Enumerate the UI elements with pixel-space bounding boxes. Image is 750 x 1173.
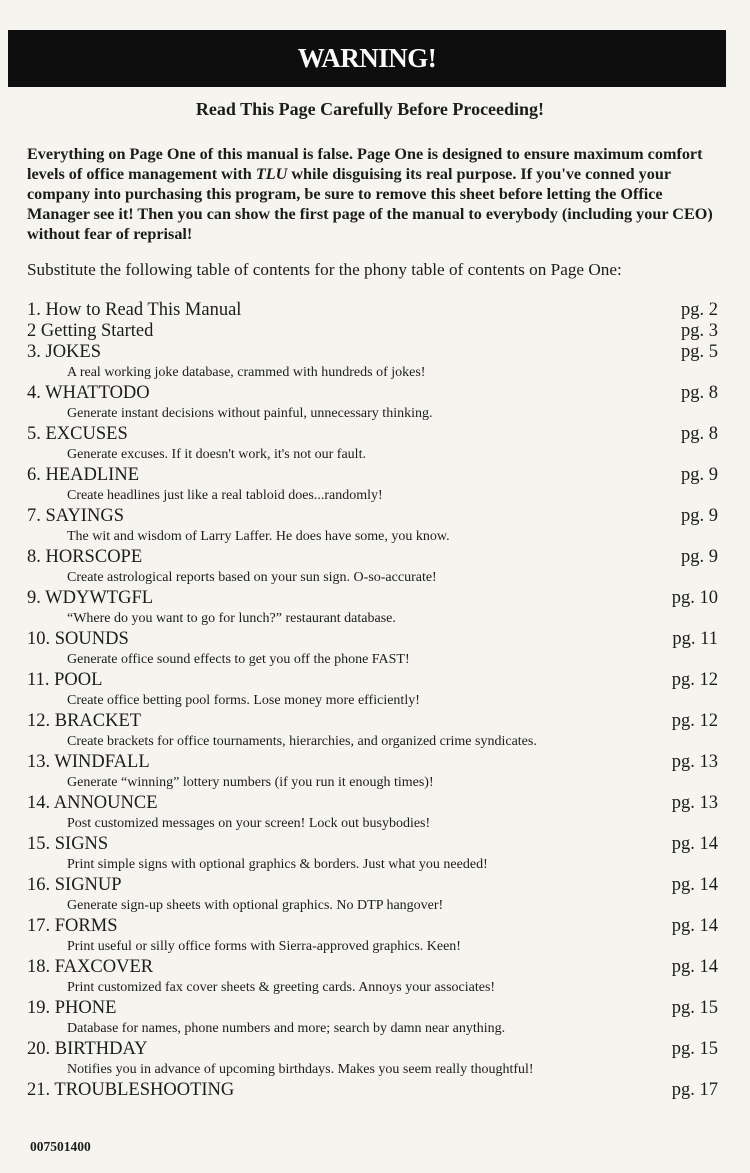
toc-description: Create headlines just like a real tabloid does...randomly!	[67, 488, 383, 503]
toc-title: 19. PHONE	[27, 998, 117, 1018]
toc-row	[27, 752, 722, 773]
toc-row	[27, 957, 722, 978]
toc-page: pg. 12	[671, 711, 718, 731]
toc-page: pg. 13	[671, 752, 718, 772]
toc-row	[27, 383, 722, 404]
toc-entry	[27, 1080, 722, 1101]
toc-title: 11. POOL	[27, 670, 103, 690]
toc-description: Generate “winning” lottery numbers (if you run it enough times)!	[67, 775, 434, 790]
toc-description: Print customized fax cover sheets & greeting cards. Annoys your associates!	[67, 980, 496, 995]
toc-description: Create brackets for office tournaments, hierarchies, and organized crime syndicates.	[67, 734, 537, 749]
toc-row	[27, 547, 722, 568]
toc-row	[27, 916, 722, 937]
toc-description: Create office betting pool forms. Lose money more efficiently!	[67, 693, 420, 708]
toc-row	[27, 998, 722, 1019]
toc-title: 7. SAYINGS	[27, 506, 124, 526]
toc-page: pg. 8	[681, 383, 718, 403]
toc-title: 21. TROUBLESHOOTING	[27, 1080, 235, 1100]
toc-description: Generate instant decisions without painful, unnecessary thinking.	[67, 406, 433, 421]
toc-row	[27, 1039, 722, 1060]
toc-title: 4. WHATTODO	[27, 383, 150, 403]
intro-text-end: while disguising its real purpose. If you've conned your company into purchasing this program, be sure to remove this sheet before letting the Office Manager see it! Then you can show the first page of the manual to everybody (including your CEO) without fear of reprisal!	[27, 165, 713, 243]
warning-title: WARNING!	[297, 43, 437, 73]
toc-title: 5. EXCUSES	[27, 424, 128, 444]
substitute-instruction: Substitute the following table of contents for the phony table of contents on Page One:	[27, 260, 622, 279]
page-subtitle: Read This Page Carefully Before Proceeding!	[195, 99, 545, 119]
toc-title: 6. HEADLINE	[27, 465, 140, 485]
toc-title: 8. HORSCOPE	[27, 547, 143, 567]
toc-description: Post customized messages on your screen! Lock out busybodies!	[67, 816, 431, 831]
toc-page: pg. 3	[681, 321, 718, 341]
toc-entry	[27, 342, 722, 383]
toc-description: “Where do you want to go for lunch?” restaurant database.	[67, 611, 396, 626]
toc-title: 3. JOKES	[27, 342, 102, 362]
toc-title: 13. WINDFALL	[27, 752, 150, 772]
toc-title: 2 Getting Started	[27, 321, 154, 341]
toc-entry	[27, 629, 722, 670]
toc-row	[27, 424, 722, 445]
toc-page: pg. 9	[681, 506, 718, 526]
toc-page: pg. 14	[671, 875, 718, 895]
toc-row	[27, 342, 722, 363]
toc-row	[27, 793, 722, 814]
toc-page: pg. 2	[681, 300, 718, 320]
toc-row	[27, 875, 722, 896]
toc-title: 12. BRACKET	[27, 711, 142, 731]
toc-page: pg. 5	[681, 342, 718, 362]
warning-banner	[8, 30, 726, 87]
intro-product-name: TLU	[255, 165, 288, 183]
toc-row	[27, 834, 722, 855]
toc-entry	[27, 998, 722, 1039]
toc-entry	[27, 793, 722, 834]
toc-row	[27, 711, 722, 732]
toc-entry	[27, 875, 722, 916]
toc-entry	[27, 957, 722, 998]
toc-entry	[27, 834, 722, 875]
toc-description: Notifies you in advance of upcoming birthdays. Makes you seem really thoughtful!	[67, 1062, 534, 1077]
toc-page: pg. 9	[681, 465, 718, 485]
toc-description: Generate office sound effects to get you off the phone FAST!	[67, 652, 410, 667]
toc-row	[27, 670, 722, 691]
toc-row	[27, 1080, 722, 1101]
toc-description: Create astrological reports based on your sun sign. O-so-accurate!	[67, 570, 437, 585]
toc-page: pg. 14	[671, 957, 718, 977]
toc-row	[27, 300, 722, 321]
toc-entry	[27, 383, 722, 424]
intro-text-start: Everything on Page One of this manual is false. Page One is designed to ensure maximum comfort levels of office management with	[27, 145, 703, 183]
toc-row	[27, 629, 722, 650]
toc-title: 20. BIRTHDAY	[27, 1039, 148, 1059]
toc-title: 15. SIGNS	[27, 834, 109, 854]
toc-entry	[27, 300, 722, 321]
document-code: 007501400	[30, 1139, 91, 1154]
toc-page: pg. 8	[681, 424, 718, 444]
intro-paragraph	[27, 144, 727, 244]
toc-entry	[27, 711, 722, 752]
toc-row	[27, 465, 722, 486]
toc-title: 1. How to Read This Manual	[27, 300, 242, 320]
toc-description: A real working joke database, crammed with hundreds of jokes!	[67, 365, 426, 380]
toc-entry	[27, 465, 722, 506]
toc-page: pg. 14	[671, 834, 718, 854]
toc-entry	[27, 1039, 722, 1080]
toc-page: pg. 14	[671, 916, 718, 936]
toc-page: pg. 9	[681, 547, 718, 567]
toc-description: Generate excuses. If it doesn't work, it's not our fault.	[67, 447, 366, 462]
toc-entry	[27, 424, 722, 465]
table-of-contents	[27, 300, 722, 1101]
toc-page: pg. 10	[671, 588, 718, 608]
toc-page: pg. 12	[671, 670, 718, 690]
toc-row	[27, 321, 722, 342]
toc-page: pg. 15	[671, 1039, 718, 1059]
toc-description: The wit and wisdom of Larry Laffer. He does have some, you know.	[67, 529, 450, 544]
toc-title: 16. SIGNUP	[27, 875, 122, 895]
toc-entry	[27, 506, 722, 547]
toc-entry	[27, 670, 722, 711]
toc-entry	[27, 752, 722, 793]
toc-entry	[27, 588, 722, 629]
toc-title: 14. ANNOUNCE	[27, 793, 158, 813]
toc-page: pg. 11	[672, 629, 718, 649]
toc-page: pg. 15	[671, 998, 718, 1018]
toc-description: Generate sign-up sheets with optional graphics. No DTP hangover!	[67, 898, 444, 913]
toc-row	[27, 588, 722, 609]
toc-page: pg. 13	[671, 793, 718, 813]
toc-title: 17. FORMS	[27, 916, 118, 936]
toc-title: 18. FAXCOVER	[27, 957, 154, 977]
toc-entry	[27, 916, 722, 957]
toc-entry	[27, 321, 722, 342]
toc-description: Print simple signs with optional graphics & borders. Just what you needed!	[67, 857, 488, 872]
toc-title: 9. WDYWTGFL	[27, 588, 154, 608]
toc-entry	[27, 547, 722, 588]
toc-title: 10. SOUNDS	[27, 629, 129, 649]
toc-page: pg. 17	[671, 1080, 718, 1100]
toc-description: Print useful or silly office forms with Sierra-approved graphics. Keen!	[67, 939, 461, 954]
toc-description: Database for names, phone numbers and more; search by damn near anything.	[67, 1021, 506, 1036]
toc-row	[27, 506, 722, 527]
